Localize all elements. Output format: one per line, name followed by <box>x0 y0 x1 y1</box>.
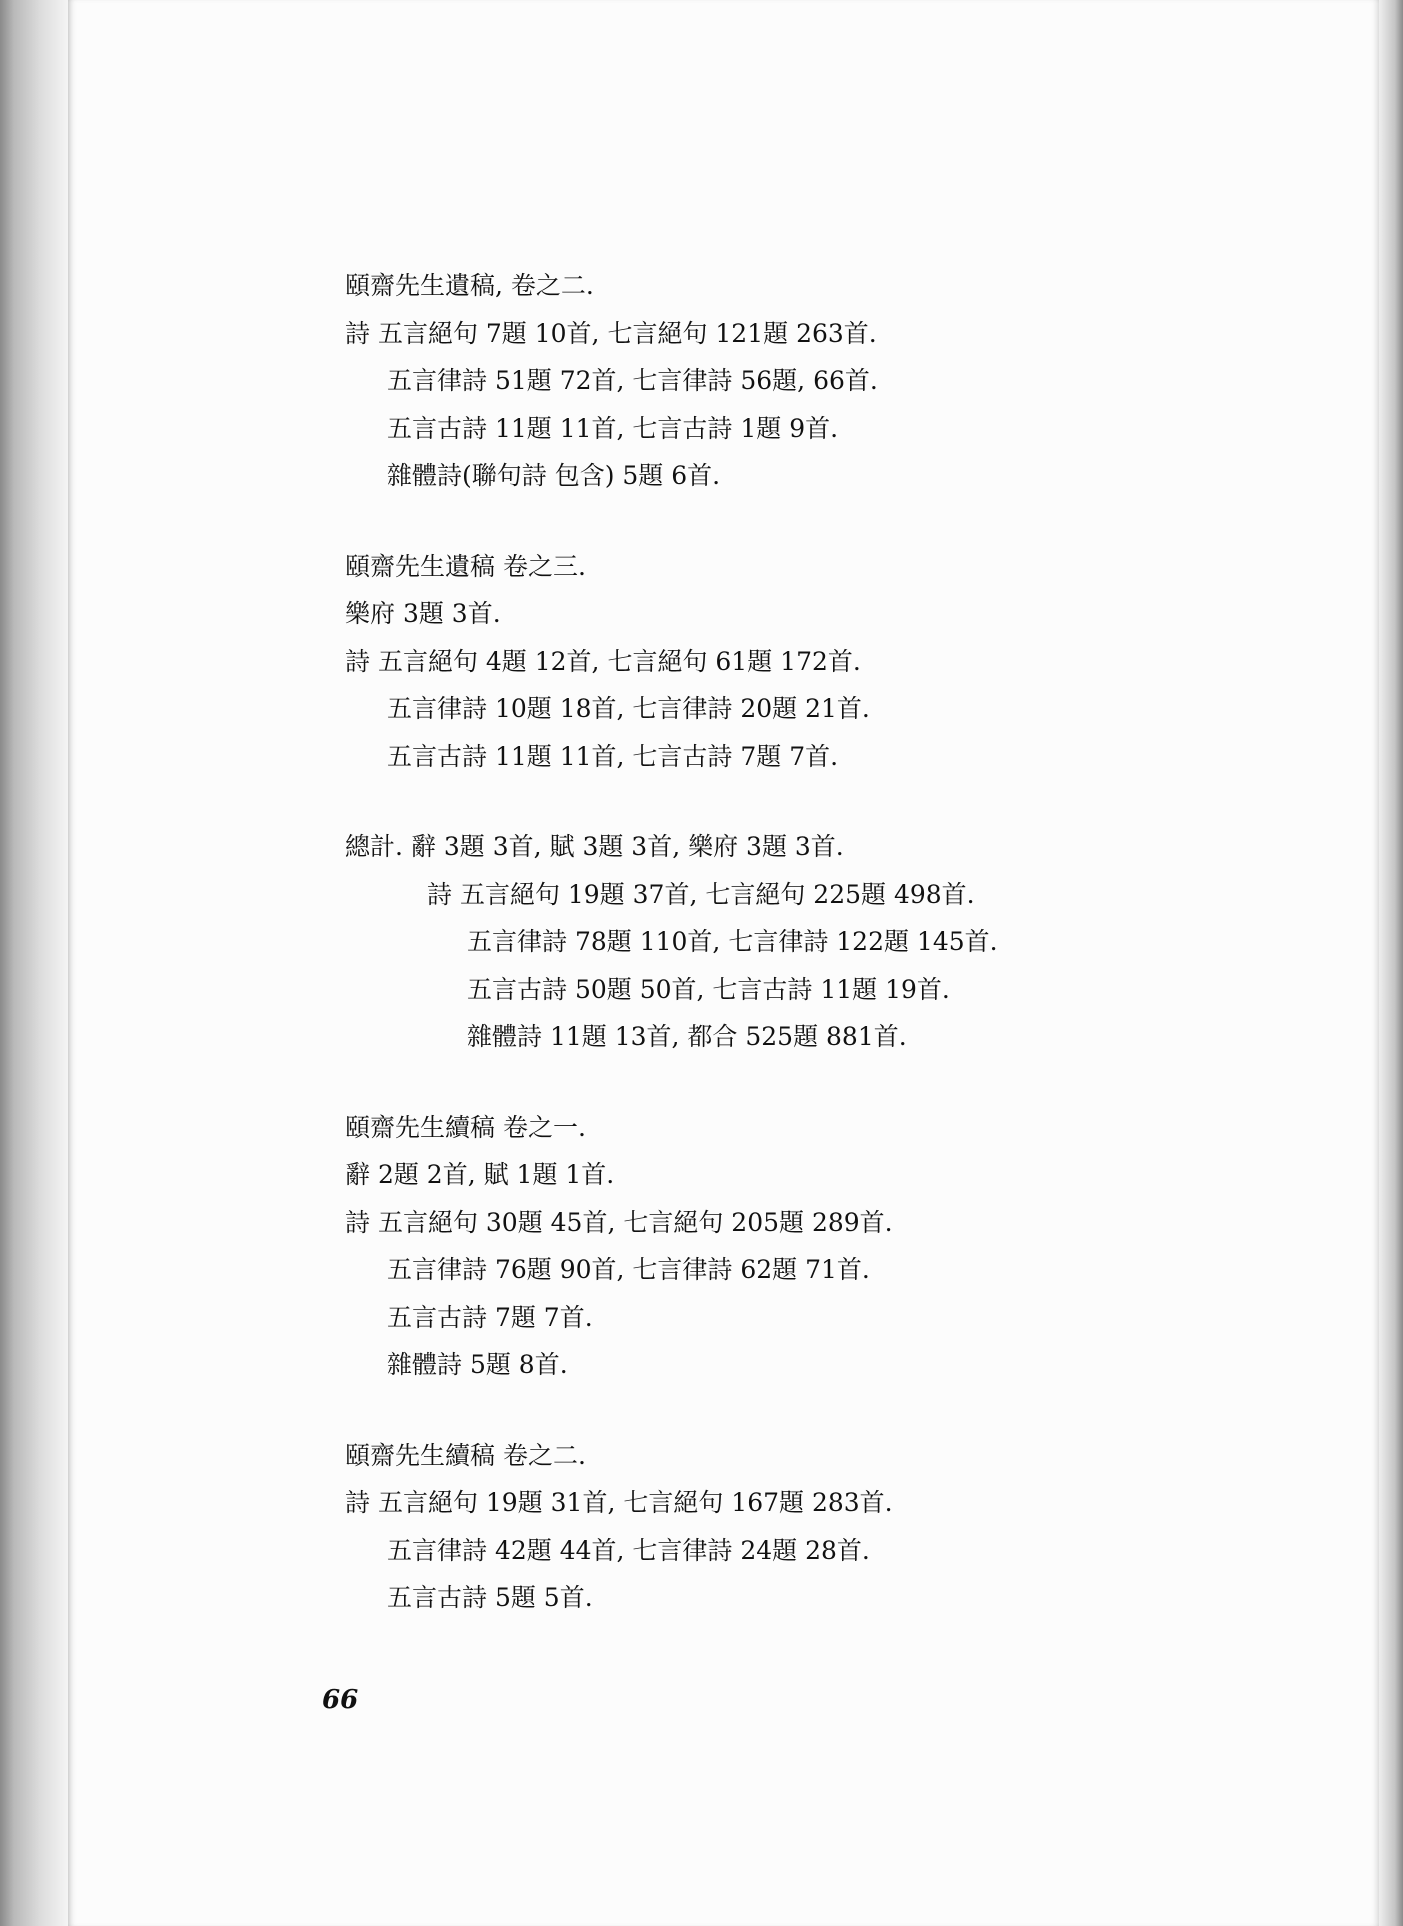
text-line: 雜體詩 11題 13首, 都合 525題 881首. <box>467 1022 907 1051</box>
text-line: 詩 五言絕句 4題 12首, 七言絕句 61題 172首. <box>345 646 861 676</box>
text-line: 五言律詩 78題 110首, 七言律詩 122題 145首. <box>467 927 998 956</box>
page-number: 66 <box>322 1685 359 1715</box>
text-line: 五言律詩 51題 72首, 七言律詩 56題, 66首. <box>387 366 878 395</box>
text-line: 雜體詩 5題 8首. <box>387 1350 568 1379</box>
section-yijae-sokgo-vol1 <box>345 1104 1105 1389</box>
text-line: 辭 2題 2首, 賦 1題 1首. <box>345 1160 615 1189</box>
text-line: 五言古詩 50題 50首, 七言古詩 11題 19首. <box>467 974 950 1004</box>
text-line: 五言古詩 11題 11首, 七言古詩 7題 7首. <box>387 741 839 771</box>
text-line: 詩 五言絕句 19題 31首, 七言絕句 167題 283首. <box>345 1488 893 1517</box>
text-line: 五言古詩 5題 5首. <box>387 1583 593 1612</box>
section-yijae-sokgo-vol2 <box>345 1432 1105 1622</box>
text-line: 五言律詩 10題 18首, 七言律詩 20題 21首. <box>387 694 870 723</box>
section-heading: 頤齋先生續稿 卷之二. <box>345 1440 586 1470</box>
text-line: 五言古詩 11題 11首, 七言古詩 1題 9首. <box>387 413 839 443</box>
text-line: 詩 五言絕句 30題 45首, 七言絕句 205題 289首. <box>345 1207 893 1237</box>
section-grand-total <box>345 823 1105 1061</box>
section-heading: 頤齋先生遺稿 卷之三. <box>345 551 586 581</box>
book-spine-shadow <box>0 0 68 1926</box>
section-yijae-yugo-vol3 <box>345 543 1105 781</box>
page-edge-shadow <box>1379 0 1403 1926</box>
section-heading: 頤齋先生續稿 卷之一. <box>345 1112 586 1142</box>
text-line: 詩 五言絕句 19題 37首, 七言絕句 225題 498首. <box>427 879 975 909</box>
section-yijae-yugo-vol2 <box>345 262 1105 500</box>
text-line: 詩 五言絕句 7題 10首, 七言絕句 121題 263首. <box>345 318 877 348</box>
page-content <box>345 262 1105 1665</box>
section-heading: 頤齋先生遺稿, 卷之二. <box>345 271 594 300</box>
text-line: 五言古詩 7題 7首. <box>387 1302 593 1332</box>
text-line: 雜體詩(聯句詩 包含) 5題 6首. <box>387 461 721 490</box>
text-line: 五言律詩 42題 44首, 七言律詩 24題 28首. <box>387 1535 870 1565</box>
text-line: 五言律詩 76題 90首, 七言律詩 62題 71首. <box>387 1255 870 1284</box>
text-line: 樂府 3題 3首. <box>345 599 501 628</box>
section-heading: 總計. 辭 3題 3首, 賦 3題 3首, 樂府 3題 3首. <box>345 832 844 861</box>
